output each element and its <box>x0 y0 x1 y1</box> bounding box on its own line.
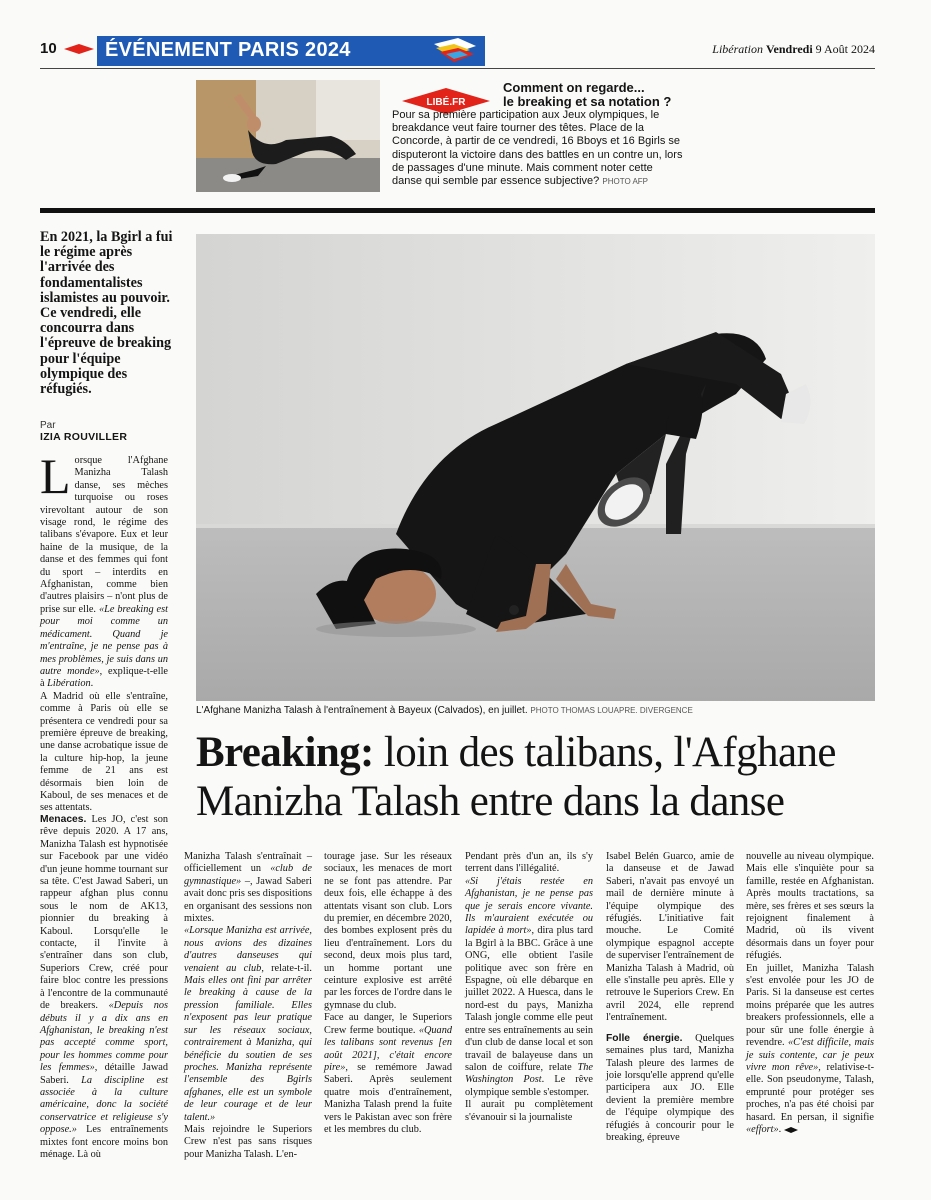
col2-quote: «club de gymnastique» <box>184 863 312 887</box>
col6-text: En juillet, Manizha Talash s'est envolée pour les JO de Paris. Si la danseuse est certes moins préparée que les autres breakers professionnels, elle a pour sûr une folle énergie à revendre. <box>746 962 874 1049</box>
article-column-6 <box>746 851 874 1136</box>
headline-rest: loin des talibans, l'Afghane Manizha Talash entre dans la danse <box>196 729 836 825</box>
header-rule <box>40 68 875 69</box>
col6-text-2: , relativise-t-elle. Son pseudonyme, Talash, emprunté pour protéger ses proches, n'a pas été choisi par hasard. En persan, il signifie <box>746 1061 875 1123</box>
page-number: 10 <box>40 40 57 57</box>
promo-credit: PHOTO AFP <box>602 177 648 187</box>
col5-paragraph-1: Isabel Belén Guarco, amie de la danseuse et de Jawad Saberi, n'avait pas envoyé un mail de dernière minute à l'équipe olympique des réfugiés. L'initiative fait mouche. Le Comité olympique espagnol accepte de superviser l'entraînement de Manizha Talash à Madrid, où elle s'installe peu après. Elle y retrouve le Superiors Crew. En avril 2024, elle reprend l'entraînement. <box>606 851 734 1024</box>
col1b-quote: «Depuis nos débuts il y a dix ans en Afghanistan, le breaking n'est pas accepté comme sport, pour les hommes comme pour les femmes» <box>40 1000 168 1074</box>
paris-2024-logo-icon <box>424 36 484 66</box>
article-column-3 <box>324 851 452 1136</box>
photo-caption <box>196 705 875 716</box>
col6-text-3: . <box>778 1123 782 1135</box>
col1b-text-2: , détaille Jawad Saberi. <box>40 1062 168 1086</box>
col4-paragraph-3: Il aurait pu complètement s'évanouir si la journaliste <box>465 1099 593 1123</box>
article-lead: En 2021, la Bgirl a fui le régime après l'arrivée des fondamentalistes islamistes au pouvoir. Ce vendredi, elle concourra dans l'épreuve de breaking pour l'équipe olympique des réfugiés. <box>40 229 173 398</box>
photo-credit: PHOTO THOMAS LOUAPRE. DIVERGENCE <box>530 706 693 715</box>
col1b-text-3: Les entraînements mixtes font encore moins bon ménage. Là où <box>40 1124 168 1160</box>
col6-paragraph-1: nouvelle au niveau olympique. Mais elle s'inquiète pour sa famille, restée en Afghanistan. Après moults tractations, sa mère, ses frères et ses sœurs la rejoignent finalement à Madrid, où ils vivent désormais dans un foyer pour réfugiés. <box>746 851 874 962</box>
promo-title <box>503 81 878 109</box>
libe-badge-label: LIBÉ.FR <box>426 97 466 108</box>
end-of-article-icon <box>784 1127 798 1133</box>
col1b-text: Les JO, c'est son rêve depuis 2020. A 17 ans, Manizha Talash est hypnotisée sur Facebook par une vidéo d'un jeune homme tournant sur sa tête. C'est Jawad Saberi, un rappeur afghan plus connu sous le nom de AK13, pionnier du breaking à Kaboul. Lorsqu'elle le contacte, il l'invite à s'entraîner dans son club, Superiors Crew, créé pour faire bloc contre les pressions à l'encontre de la communauté de breakers. <box>40 814 168 1012</box>
col2-quote-3: Mais elles ont fini par arrêter le breaking à cause de la pression familiale. Elles n'exposent pas leur pratique sur les réseaux sociaux, contrairement à Manizha, qui bénéficie du soutien de ses proches. Manizha représente l'ensemble des Bgirls afghanes, elle est un symbole de leur courage et de leur talent.» <box>184 975 312 1123</box>
col1-quote: «Le breaking est pour moi comme un médicament. Quand je m'entraîne, je ne pense pas à mes problèmes, je suis dans un autre monde» <box>40 603 168 677</box>
col2-quote-2: «Lorsque Manizha est arrivée, nous avions des dizaines d'autres danseuses qui venaient au club <box>184 925 312 974</box>
article-column-1b <box>40 814 168 1161</box>
col2-text-2: –, Jawad Saberi avait donc pris ses dispositions en organisant des sessions non mixtes. <box>184 875 312 925</box>
article-column-4 <box>465 851 593 1124</box>
col1-text-3: . <box>90 678 94 690</box>
col1-text-2: , explique-t-elle à <box>40 665 168 690</box>
date-value: 9 Août 2024 <box>815 42 875 56</box>
col6-quote-2: «effort» <box>746 1123 779 1135</box>
promo-title-line-1: Comment on regarde... <box>503 80 645 95</box>
promo-title-line-2: le breaking et sa notation ? <box>503 94 672 109</box>
main-photo <box>196 234 875 701</box>
col4-text-2: . Le rêve olympique semble s'estomper. <box>465 1074 593 1098</box>
col1-paragraph-2: A Madrid où elle s'entraîne, comme à Paris où elle se présentera ce vendredi pour sa première épreuve de breaking, une danse acrobatique issue de la culture hip-hop, la jeune femme de 21 ans est désormais bien loin de Kaboul, de ses menaces et de ses attentats. <box>40 690 168 814</box>
section-rule <box>40 208 875 213</box>
subhead-menaces: Menaces. <box>40 814 87 825</box>
col1b-quote-2: La discipline est associée à la culture américaine, donc la société conservatrice et religieuse s'y oppose.» <box>40 1074 168 1136</box>
article-column-2 <box>184 851 312 1161</box>
libe-diamond-icon <box>64 44 94 54</box>
col2-paragraph-3: Mais rejoindre le Superiors Crew n'est pas sans risques pour Manizha Talash. L'en- <box>184 1123 312 1160</box>
caption-text: L'Afghane Manizha Talash à l'entraînement à Bayeux (Calvados), en juillet. <box>196 705 528 716</box>
col3-paragraph-1: tourage jase. Sur les réseaux sociaux, les menaces de mort ne se font pas attendre. Par deux fois, elle échappe à des attentats visant son club. Lors du premier, en décembre 2020, des bombes explosent près du lieu d'entraînement. Lors du second, deux mois plus tard, un homme portant une ceinture explosive est arrêté par les forces de l'ordre dans le gymnase du club. <box>324 851 452 1011</box>
drop-cap: L <box>40 448 71 504</box>
date-day: Vendredi <box>765 42 813 56</box>
col4-paragraph-1: Pendant près d'un an, ils s'y terrent dans l'illégalité. <box>465 851 593 875</box>
col4-text: , dira plus tard la Bgirl à la BBC. Grâce à une ONG, elle obtient l'asile politique avec son frère en Espagne, où elle débarque en juillet 2022. A Huesca, dans le nord-est du pays, Manizha Talash jongle comme elle peut entre ses entraînements au sein d'un club de danse local et son travail de balayeuse dans un salon de coiffure, relate <box>465 925 593 1073</box>
col2-text: Manizha Talash s'entraînait – officiellement un <box>184 851 312 875</box>
section-rubric: ÉVÉNEMENT PARIS 2024 <box>97 36 485 66</box>
article-column-5 <box>606 851 734 1144</box>
col1-text: orsque l'Afghane Manizha Talash danse, ses mèches turquoise ou roses virevoltant autour de son visage rond, le régime des talibans s'évapore. Eux et leur haine de la musique, de la danse et des femmes qui font du sport – interdits en Afghanistan, comme bien d'autres plaisirs – n'ont plus de prise sur elle. <box>40 455 168 615</box>
author-name: IZIA ROUVILLER <box>40 431 128 443</box>
promo-body <box>392 109 684 188</box>
col2-text-3: , relate-t-il. <box>261 962 312 974</box>
col3-text-2: , se remémore Jawad Saberi. Après seulement quatre mois d'entraînement, Manizha Talash prend la fuite vers le Pakistan avec son frère et les membres du club. <box>324 1061 452 1135</box>
col6-quote: «C'est difficile, mais je suis contente, car je peux vivre mon rêve» <box>746 1037 874 1073</box>
col1-publication: Libération <box>47 678 91 690</box>
article-column-1 <box>40 448 168 815</box>
article-headline <box>196 728 875 826</box>
dateline <box>712 42 875 57</box>
col3-text: Face au danger, le Superiors Crew ferme boutique. <box>324 1012 452 1036</box>
publication-name: Libération <box>712 42 763 56</box>
promo-photo <box>196 80 380 192</box>
byline-prefix: Par <box>40 420 56 431</box>
col3-quote: «Quand les talibans sont revenus [en août 2021], c'était encore pire» <box>324 1024 452 1073</box>
headline-bold: Breaking: <box>196 729 374 776</box>
col4-quote: «Si j'étais restée en Afghanistan, je ne pense pas que je serais encore vivante. Ils m'auraient exécutée ou lapidée à mort» <box>465 875 593 937</box>
promo-text: Pour sa première participation aux Jeux olympiques, le breakdance veut faire tourner des têtes. Place de la Concorde, à partir de ce vendredi, 16 Bboys et 16 Bgirls se disputeront la victoire dans des battles en un contre un, lors de passages d'une minute. Mais comment noter cette danse qui semble par essence subjective? <box>392 109 683 188</box>
col5-text: Quelques semaines plus tard, Manizha Talash pleure des larmes de joie lorsqu'elle apprend qu'elle participera aux JO. Elle devient la première membre de l'équipe olympique des réfugiés à concourir pour le breaking, épreuve <box>606 1032 734 1143</box>
col4-publication: The Washington Post <box>465 1061 593 1086</box>
subhead-folle-energie: Folle énergie. <box>606 1032 683 1044</box>
